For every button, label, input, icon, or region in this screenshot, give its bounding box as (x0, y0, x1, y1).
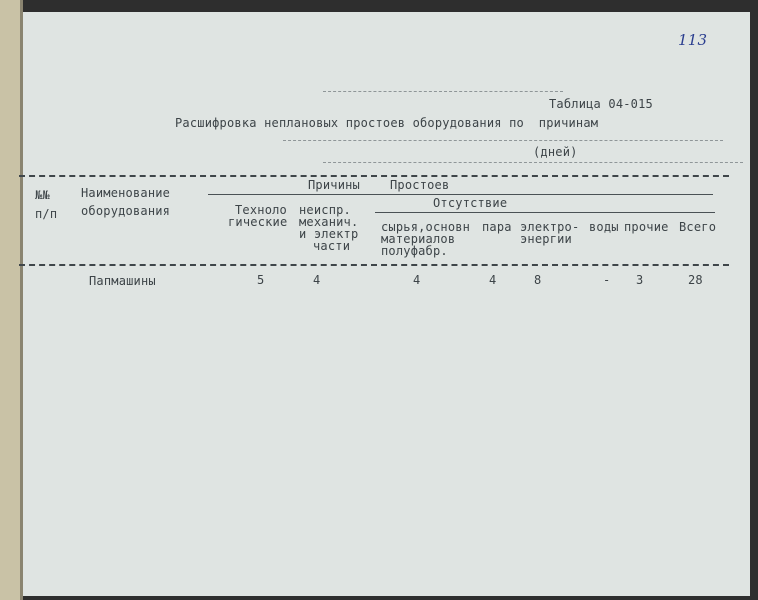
faint-rule-title (283, 140, 723, 141)
row-total: 28 (688, 273, 703, 287)
row-name: Папмашины (89, 274, 156, 288)
row-raw: 4 (413, 273, 421, 287)
binding-strip (0, 0, 20, 600)
col-tech-2: гические (228, 215, 288, 229)
col-raw-1: сырья,основн (381, 220, 471, 234)
header-top-rule (19, 175, 729, 177)
header-num-2: п/п (35, 207, 58, 221)
col-tech-1: Техноло (235, 203, 287, 217)
faint-rule-top (323, 91, 563, 92)
col-faulty-4: части (313, 239, 351, 253)
col-other: прочие (624, 220, 669, 234)
document-sheet (23, 12, 750, 596)
header-bottom-rule (19, 264, 729, 266)
header-name-1: Наименование (81, 186, 171, 200)
faint-rule-units (323, 162, 743, 163)
col-steam: пара (482, 220, 512, 234)
header-downtime: Простоев (390, 178, 450, 192)
col-faulty-3: и электр (299, 227, 359, 241)
header-num-1: №№ (35, 188, 50, 202)
header-name-2: оборудования (81, 204, 171, 218)
document-title: Расшифровка неплановых простоев оборудования по причинам (175, 116, 599, 130)
row-steam: 4 (489, 273, 497, 287)
row-water: - (603, 273, 611, 287)
group-rule (208, 194, 713, 195)
header-causes: Причины (308, 178, 360, 192)
col-total: Всего (679, 220, 717, 234)
table-label: Таблица 04-015 (549, 97, 653, 111)
col-water: воды (589, 220, 619, 234)
row-faulty: 4 (313, 273, 321, 287)
col-faulty-1: неиспр. (299, 203, 351, 217)
absence-rule (375, 212, 715, 213)
col-faulty-2: механич. (299, 215, 359, 229)
col-raw-3: полуфабр. (381, 244, 448, 258)
page-number: 113 (678, 31, 708, 49)
row-elec: 8 (534, 273, 542, 287)
row-other: 3 (636, 273, 644, 287)
col-raw-2: материалов (381, 232, 456, 246)
row-tech: 5 (257, 273, 265, 287)
units-label: (дней) (533, 145, 578, 159)
col-elec-2: энергии (520, 232, 572, 246)
col-elec-1: электро- (520, 220, 580, 234)
header-absence: Отсутствие (433, 196, 508, 210)
